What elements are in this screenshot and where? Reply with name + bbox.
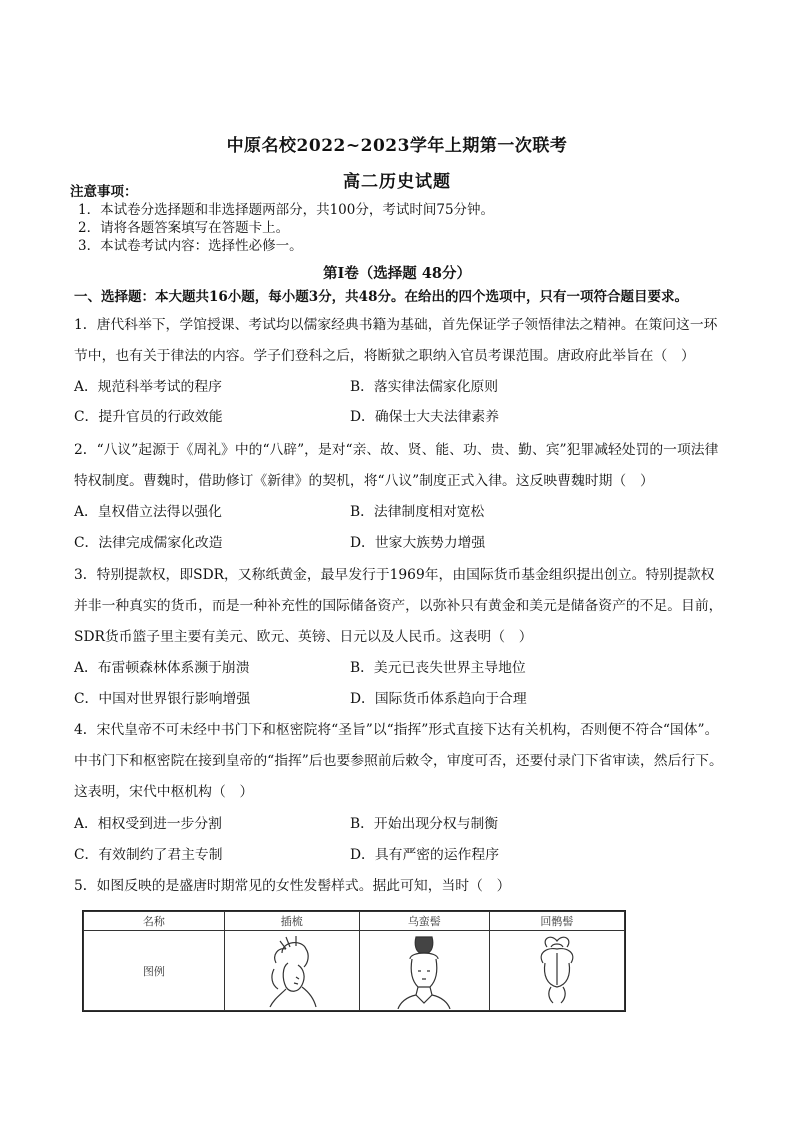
question-3-option-c: C．中国对世界银行影响增强: [74, 691, 251, 707]
question-2-option-b: B．法律制度相对宽松: [350, 504, 485, 520]
question-4-line-2: 中书门下和枢密院在接到皇帝的“指挥”后也要参照前后敕令，审度可否，还要付录门下省审读，然后行下。: [74, 753, 723, 769]
question-1-option-a: A．规范科举考试的程序: [74, 379, 222, 395]
notice-block: [70, 183, 494, 255]
question-4-option-d: D．具有严密的运作程序: [350, 847, 500, 863]
section-instruction: 一、选择题：本大题共16小题，每小题3分，共48分。在给出的四个选项中，只有一项符合题目要求。: [74, 289, 688, 305]
figure-illustration-wumanji: [359, 931, 489, 1011]
question-3-option-b: B．美元已丧失世界主导地位: [350, 660, 526, 676]
notice-item: 2．请将各题答案填写在答题卡上。: [78, 220, 290, 236]
figure-row-label: 图例: [84, 931, 225, 1011]
figure-illustration-huihuji: [489, 931, 624, 1011]
question-5-line-1: 5．如图反映的是盛唐时期常见的女性发髻样式。据此可知，当时（ ）: [74, 878, 511, 894]
question-3-line-3: SDR货币篮子里主要有美元、欧元、英镑、日元以及人民币。这表明（ ）: [74, 629, 533, 645]
question-2-line-2: 特权制度。曹魏时，借助修订《新律》的契机，将“八议”制度正式入律。这反映曹魏时期（ ）: [74, 473, 654, 489]
question-1-option-b: B．落实律法儒家化原则: [350, 379, 499, 395]
question-3-option-d: D．国际货币体系趋向于合理: [350, 691, 527, 707]
question-4-option-c: C．有效制约了君主专制: [74, 847, 223, 863]
chashu-hairstyle-icon: [252, 933, 332, 1009]
question-3-option-a: A．布雷顿森林体系濒于崩溃: [74, 660, 250, 676]
figure-header-name: 名称: [84, 912, 225, 931]
question-1-option-d: D．确保士大夫法律素养: [350, 409, 500, 425]
huihuji-hairstyle-icon: [517, 933, 597, 1009]
question-1-line-2: 节中，也有关于律法的内容。学子们登科之后，将断狱之职纳入官员考课范围。唐政府此举旨在（ ）: [74, 348, 695, 364]
wumanji-hairstyle-icon: [384, 933, 464, 1009]
question-3-line-1: 3．特别提款权，即SDR，又称纸黄金，最早发行于1969年，由国际货币基金组织提出创立。特别提款权: [74, 567, 715, 583]
exam-subtitle: 高二历史试题: [343, 172, 451, 192]
section-title: 第I卷（选择题 48分）: [322, 265, 471, 282]
figure-illustration-chashu: [224, 931, 359, 1011]
question-1-line-1: 1．唐代科举下，学馆授课、考试均以儒家经典书籍为基础，首先保证学子领悟律法之精神。在策问这一环: [74, 317, 718, 333]
question-4-option-b: B．开始出现分权与制衡: [350, 816, 499, 832]
question-4-line-3: 这表明，宋代中枢机构（ ）: [74, 784, 254, 800]
figure-header-chashu: 插梳: [224, 912, 359, 931]
hairstyle-figure-table: [82, 910, 626, 1012]
notice-item: 3．本试卷考试内容：选择性必修一。: [78, 238, 303, 254]
figure-header-wumanji: 乌蛮髻: [359, 912, 489, 931]
question-2-line-1: 2．“八议”起源于《周礼》中的“八辟”，是对“亲、故、贤、能、功、贵、勤、宾”犯罪减轻处罚的一项法律: [74, 442, 719, 458]
question-1-option-c: C．提升官员的行政效能: [74, 409, 223, 425]
notice-heading: 注意事项：: [70, 184, 138, 200]
exam-title: 中原名校2022~2023学年上期第一次联考: [226, 136, 568, 156]
question-2-option-d: D．世家大族势力增强: [350, 535, 486, 551]
question-2-option-c: C．法律完成儒家化改造: [74, 535, 223, 551]
question-3-line-2: 并非一种真实的货币，而是一种补充性的国际储备资产，以弥补只有黄金和美元是储备资产的不足。目前，: [74, 598, 723, 614]
question-4-option-a: A．相权受到进一步分割: [74, 816, 222, 832]
notice-item: 1．本试卷分选择题和非选择题两部分，共100分，考试时间75分钟。: [78, 202, 495, 218]
figure-header-huihuji: 回鹘髻: [489, 912, 624, 931]
question-2-option-a: A．皇权借立法得以强化: [74, 504, 222, 520]
question-4-line-1: 4．宋代皇帝不可未经中书门下和枢密院将“圣旨”以“指挥”形式直接下达有关机构，否则便不符合“国体”。: [74, 722, 719, 738]
